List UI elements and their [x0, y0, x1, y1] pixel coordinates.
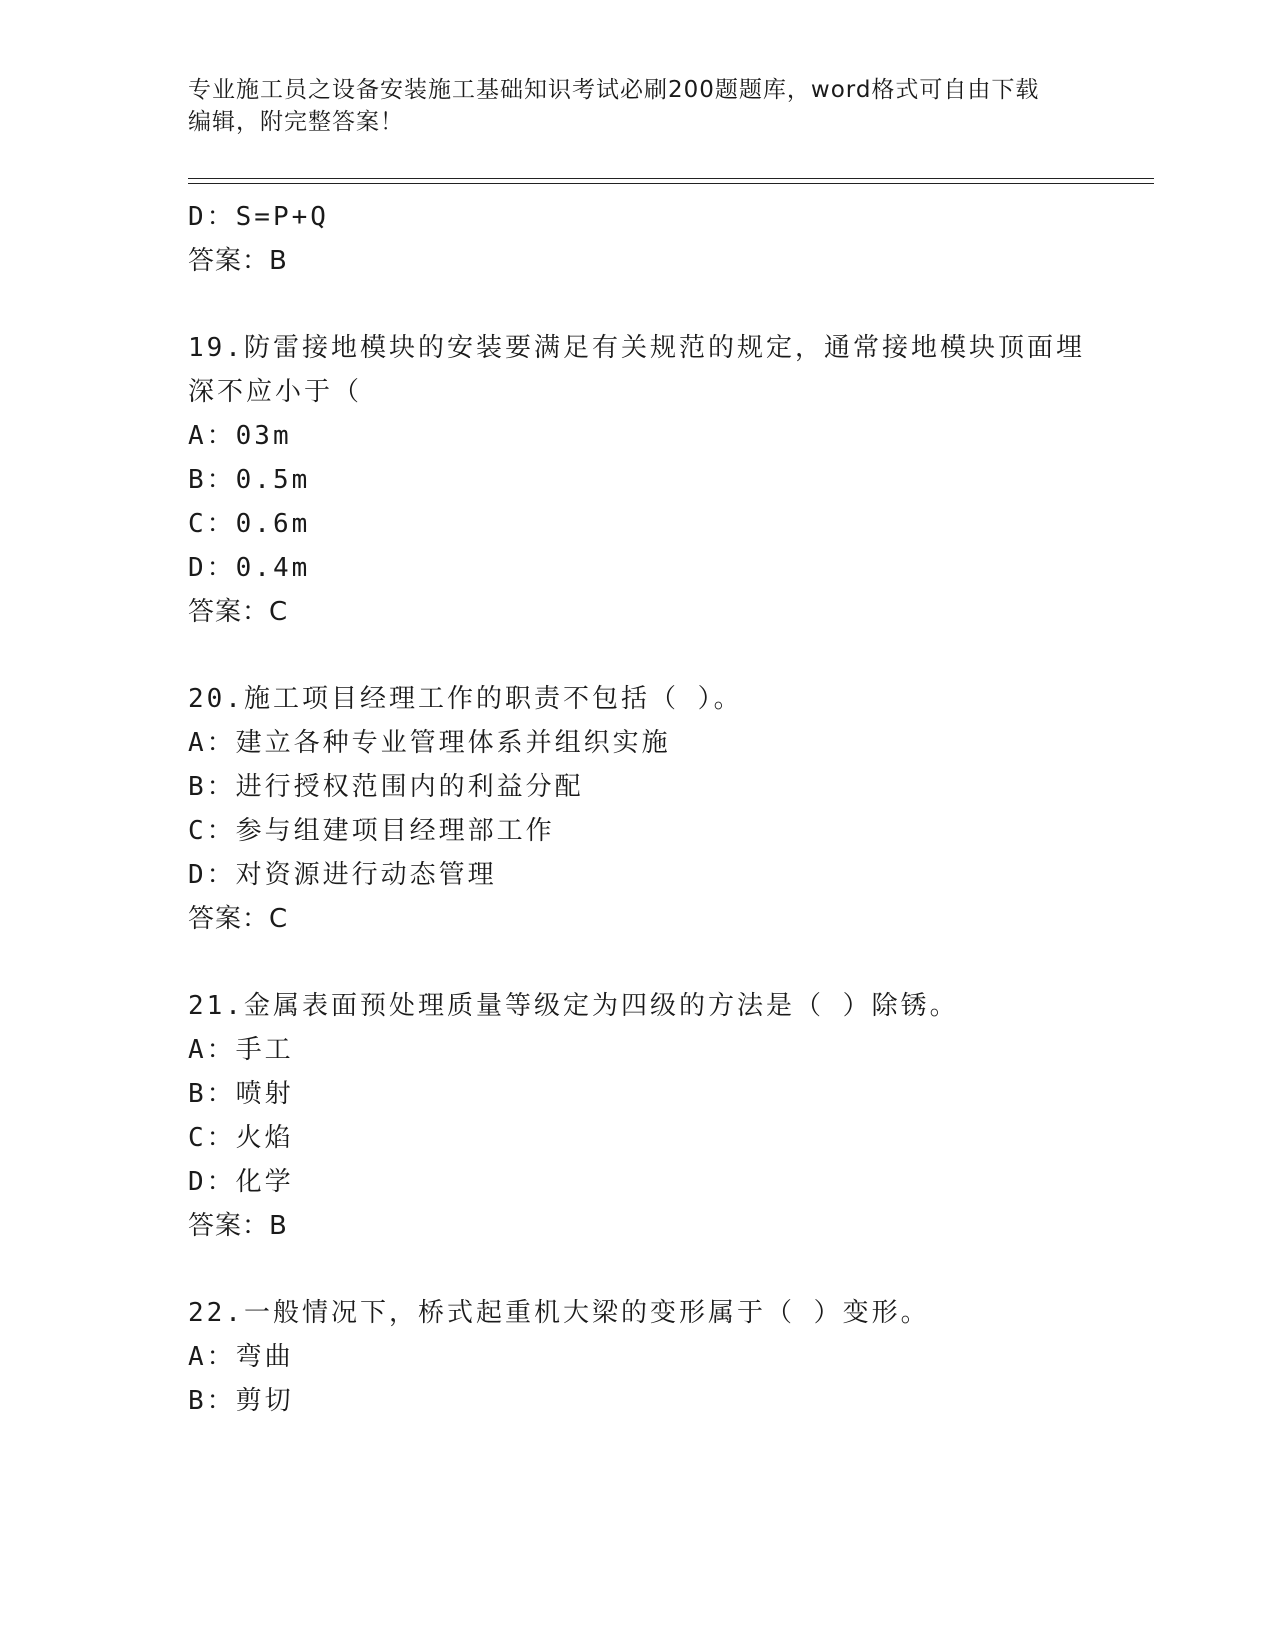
- q18-answer: 答案：B: [188, 246, 288, 276]
- q19-answer: 答案：C: [188, 597, 289, 627]
- q20-stem: 20.施工项目经理工作的职责不包括（ ）。: [188, 684, 743, 714]
- q21-answer: 答案：B: [188, 1211, 288, 1241]
- q20-option-b: B：进行授权范围内的利益分配: [188, 772, 584, 802]
- q20-answer: 答案：C: [188, 904, 289, 934]
- q21-option-a: A：手工: [188, 1035, 294, 1065]
- header-divider-top: [188, 178, 1154, 179]
- q20-option-d: D：对资源进行动态管理: [188, 860, 497, 890]
- header-line-1: 专业施工员之设备安装施工基础知识考试必刷200题题库，word格式可自由下载: [188, 77, 1040, 103]
- document-header: [188, 74, 1088, 138]
- q18-option-d: D：S=P+Q: [188, 202, 329, 232]
- q20-option-c: C：参与组建项目经理部工作: [188, 816, 555, 846]
- q22-option-b: B：剪切: [188, 1386, 294, 1416]
- q19-option-d: D：0.4m: [188, 553, 311, 583]
- q21-option-d: D：化学: [188, 1167, 294, 1197]
- q19-stem-line-2: 深不应小于（: [188, 377, 363, 407]
- q21-stem: 21.金属表面预处理质量等级定为四级的方法是（ ）除锈。: [188, 991, 959, 1021]
- q22-option-a: A：弯曲: [188, 1342, 294, 1372]
- header-line-2: 编辑，附完整答案！: [188, 109, 404, 135]
- q22-stem: 22.一般情况下，桥式起重机大梁的变形属于（ ）变形。: [188, 1298, 930, 1328]
- q19-stem-line-1: 19.防雷接地模块的安装要满足有关规范的规定，通常接地模块顶面埋: [188, 333, 1085, 363]
- header-divider-bottom: [188, 183, 1154, 184]
- q20-option-a: A：建立各种专业管理体系并组织实施: [188, 728, 671, 758]
- q19-option-c: C：0.6m: [188, 509, 311, 539]
- q19-option-a: A：03m: [188, 421, 292, 451]
- q19-option-b: B：0.5m: [188, 465, 311, 495]
- q21-option-c: C：火焰: [188, 1123, 294, 1153]
- q21-option-b: B：喷射: [188, 1079, 294, 1109]
